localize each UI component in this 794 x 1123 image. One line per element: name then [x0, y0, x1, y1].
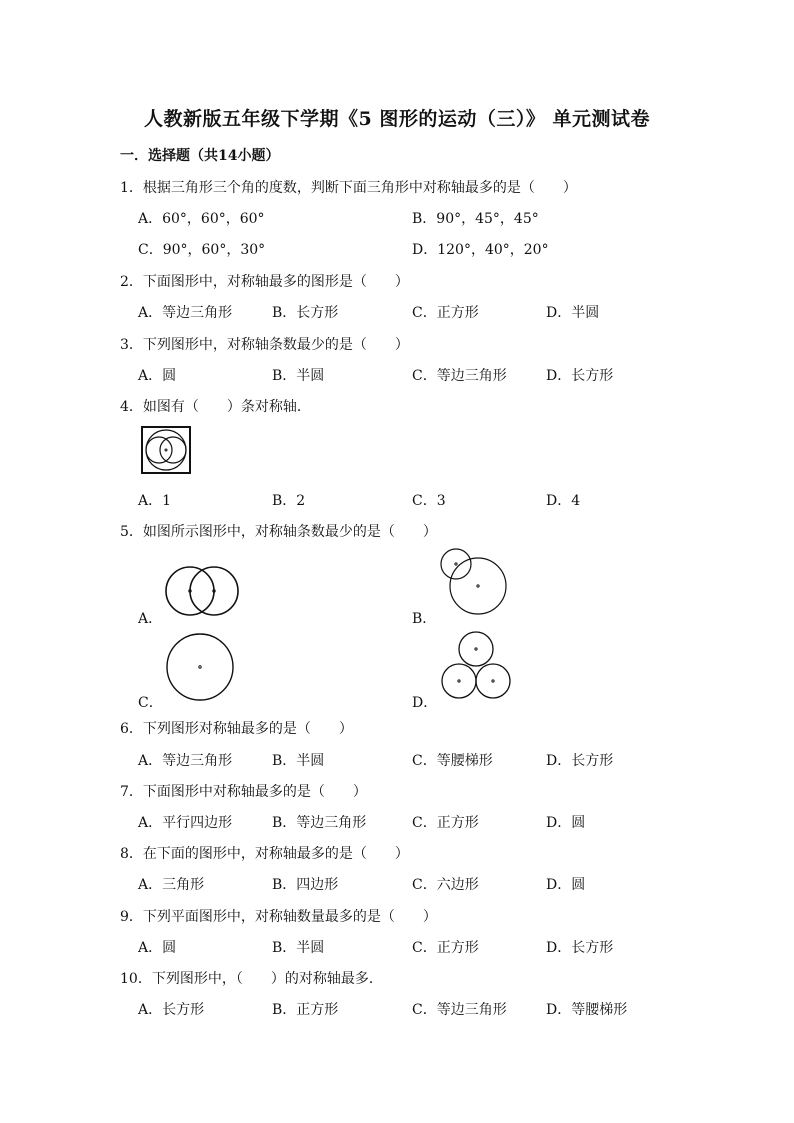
q7-option-d[interactable]: D．圆	[546, 815, 586, 831]
q5-figure-c-single-circle	[164, 631, 236, 703]
q1-option-c[interactable]: C．90°，60°，30°	[138, 242, 266, 258]
q8-option-d[interactable]: D．圆	[546, 877, 586, 893]
q8-option-a[interactable]: A．三角形	[138, 877, 205, 893]
question-5-stem: 5．如图所示图形中，对称轴条数最少的是（ ）	[120, 524, 437, 540]
q7-option-c[interactable]: C．正方形	[412, 815, 479, 831]
q5-option-d[interactable]: D．	[412, 695, 438, 711]
q9-option-a[interactable]: A．圆	[138, 940, 177, 956]
q6-option-a[interactable]: A．等边三角形	[138, 753, 233, 769]
q10-option-a[interactable]: A．长方形	[138, 1002, 205, 1018]
question-2-stem: 2．下面图形中，对称轴最多的图形是（ ）	[120, 274, 409, 290]
q10-option-c[interactable]: C．等边三角形	[412, 1002, 507, 1018]
q7-option-b[interactable]: B．等边三角形	[272, 815, 367, 831]
question-4-stem: 4．如图有（ ）条对称轴．	[120, 399, 311, 415]
question-3-stem: 3．下列图形中，对称轴条数最少的是（ ）	[120, 337, 409, 353]
q4-figure-square-circles	[140, 425, 192, 475]
q3-option-a[interactable]: A．圆	[138, 368, 177, 384]
q3-option-d[interactable]: D．长方形	[546, 368, 614, 384]
q1-option-a[interactable]: A．60°，60°，60°	[138, 211, 265, 227]
question-6-stem: 6．下列图形对称轴最多的是（ ）	[120, 721, 353, 737]
question-7-stem: 7．下面图形中对称轴最多的是（ ）	[120, 784, 367, 800]
q5-option-a[interactable]: A．	[138, 611, 163, 627]
q5-figure-b-small-and-large-circle	[436, 546, 512, 618]
q9-option-c[interactable]: C．正方形	[412, 940, 479, 956]
q2-option-b[interactable]: B．长方形	[272, 305, 339, 321]
q9-option-d[interactable]: D．长方形	[546, 940, 614, 956]
q4-option-c[interactable]: C．3	[412, 493, 446, 509]
q3-option-c[interactable]: C．等边三角形	[412, 368, 507, 384]
q7-option-a[interactable]: A．平行四边形	[138, 815, 233, 831]
q4-option-a[interactable]: A．1	[138, 493, 172, 509]
q10-option-b[interactable]: B．正方形	[272, 1002, 339, 1018]
q8-option-c[interactable]: C．六边形	[412, 877, 479, 893]
q4-option-b[interactable]: B．2	[272, 493, 306, 509]
q6-option-d[interactable]: D．长方形	[546, 753, 614, 769]
q5-option-b[interactable]: B．	[412, 611, 437, 627]
question-10-stem: 10．下列图形中，（ ）的对称轴最多．	[120, 971, 383, 987]
q3-option-b[interactable]: B．半圆	[272, 368, 325, 384]
q2-option-d[interactable]: D．半圆	[546, 305, 600, 321]
question-1-stem: 1．根据三角形三个角的度数，判断下面三角形中对称轴最多的是（ ）	[120, 180, 577, 196]
section-heading: 一．选择题（共14小题）	[120, 148, 280, 164]
q5-figure-a-two-overlapping-circles	[162, 563, 242, 619]
page-title: 人教新版五年级下学期《5 图形的运动（三）》 单元测试卷	[144, 108, 650, 130]
q5-option-c[interactable]: C．	[138, 695, 163, 711]
q8-option-b[interactable]: B．四边形	[272, 877, 339, 893]
q10-option-d[interactable]: D．等腰梯形	[546, 1002, 628, 1018]
q1-option-b[interactable]: B．90°，45°，45°	[412, 211, 539, 227]
q2-option-c[interactable]: C．正方形	[412, 305, 479, 321]
q9-option-b[interactable]: B．半圆	[272, 940, 325, 956]
question-8-stem: 8．在下面的图形中，对称轴最多的是（ ）	[120, 846, 409, 862]
question-9-stem: 9．下列平面图形中，对称轴数量最多的是（ ）	[120, 909, 437, 925]
q4-option-d[interactable]: D．4	[546, 493, 581, 509]
q2-option-a[interactable]: A．等边三角形	[138, 305, 233, 321]
q6-option-b[interactable]: B．半圆	[272, 753, 325, 769]
q6-option-c[interactable]: C．等腰梯形	[412, 753, 493, 769]
q5-figure-d-three-tangent-circles	[437, 630, 517, 704]
q1-option-d[interactable]: D．120°，40°，20°	[412, 242, 549, 258]
